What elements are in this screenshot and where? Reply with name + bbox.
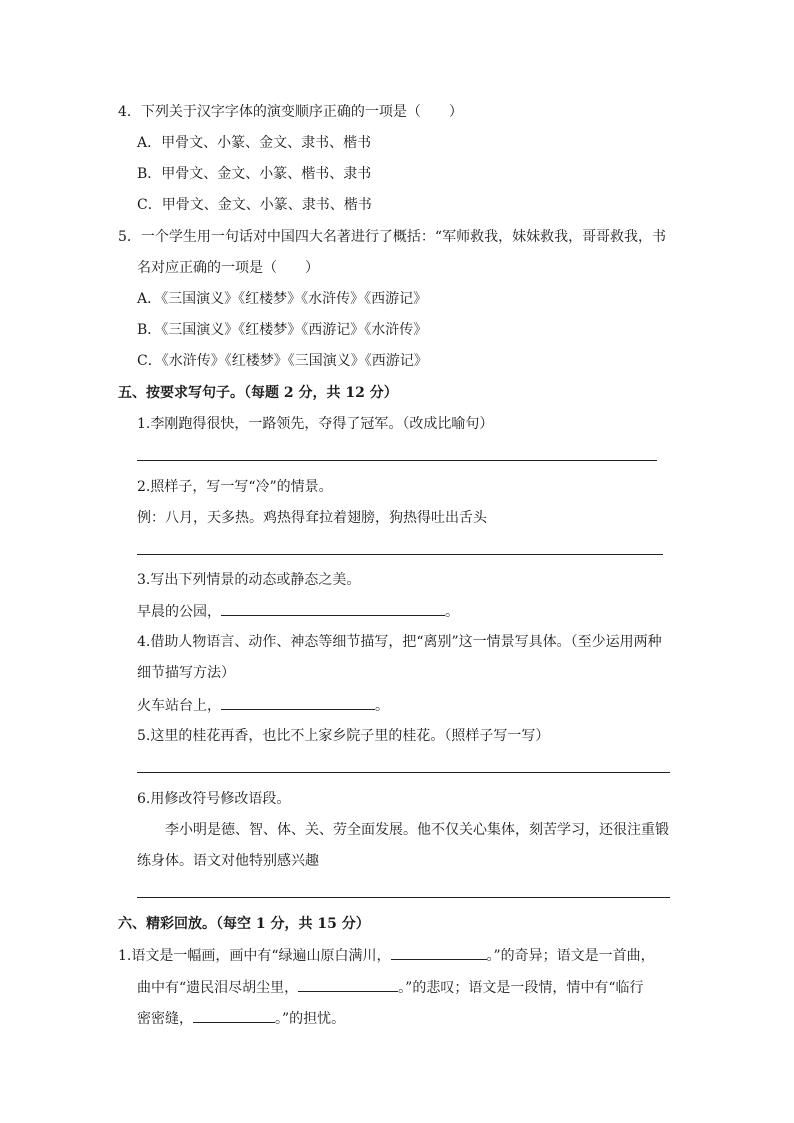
s6-q1-line2 — [137, 977, 644, 998]
s6-q1-line1 — [118, 945, 655, 966]
q5-option-c: C．《水浒传》《红楼梦》《三国演义》《西游记》 — [137, 353, 428, 369]
s5-q4-line2: 细节描写方法） — [137, 665, 235, 681]
s6-q1-text-c: 曲中有“遗民泪尽胡尘里， — [137, 980, 299, 996]
s5-q4-prefix: 火车站台上， — [137, 698, 221, 714]
s5-q4-fill — [137, 695, 389, 716]
s6-q1-line3 — [137, 1008, 345, 1029]
s5-q6-para2: 练身体。语文对他特别感兴趣 — [137, 853, 319, 869]
s6-q1-text-b: 。”的奇异；语文是一首曲， — [486, 948, 655, 964]
s5-q3-suffix: 。 — [445, 604, 459, 620]
s5-q4-suffix: 。 — [375, 698, 389, 714]
q5-stem-line2: 名对应正确的一项是（ ） — [137, 260, 319, 276]
s5-q2: 2.照样子，写一写“冷”的情景。 — [137, 479, 333, 495]
q4-stem: 4．下列关于汉字字体的演变顺序正确的一项是（ ） — [118, 104, 463, 120]
section6-heading: 六、精彩回放。（每空 1 分，共 15 分） — [118, 916, 370, 932]
q5-option-a: A．《三国演义》《红楼梦》《水浒传》《西游记》 — [137, 291, 428, 307]
s5-q3-blank[interactable] — [221, 601, 445, 616]
s5-q4-line1: 4.借助人物语言、动作、神态等细节描写，把“离别”这一情景写具体。（至少运用两种 — [137, 634, 662, 650]
section5-heading: 五、按要求写句子。（每题 2 分，共 12 分） — [118, 385, 398, 401]
q4-option-b: B．甲骨文、金文、小篆、楷书、隶书 — [137, 166, 372, 182]
s5-q4-blank[interactable] — [221, 695, 375, 710]
q5-stem-line1: 5．一个学生用一句话对中国四大名著进行了概括：“军师救我，妹妹救我，哥哥救我，书 — [118, 229, 667, 245]
s6-q1-text-e: 密密缝， — [137, 1011, 193, 1027]
s5-q1-answer-line[interactable] — [137, 460, 657, 461]
s6-q1-blank1[interactable] — [391, 945, 487, 960]
s5-q6: 6.用修改符号修改语段。 — [137, 791, 291, 807]
s6-q1-text-d: 。”的悲叹；语文是一段情，情中有“临行 — [398, 980, 644, 996]
s5-q2-answer-line[interactable] — [137, 554, 663, 555]
s5-q3-prefix: 早晨的公园， — [137, 604, 221, 620]
s6-q1-blank2[interactable] — [298, 977, 398, 992]
s5-q3: 3.写出下列情景的动态或静态之美。 — [137, 572, 361, 588]
q4-option-c: C．甲骨文、金文、小篆、隶书、楷书 — [137, 197, 372, 213]
s5-q3-fill — [137, 601, 459, 622]
s5-q6-para1: 李小明是德、智、体、关、劳全面发展。他不仅关心集体，刻苦学习，还很注重锻 — [165, 822, 669, 838]
s5-q1: 1.李刚跑得很快，一路领先，夺得了冠军。（改成比喻句） — [137, 416, 494, 432]
q4-option-a: A．甲骨文、小篆、金文、隶书、楷书 — [137, 135, 372, 151]
s6-q1-text-f: 。”的担忧。 — [275, 1011, 346, 1027]
s6-q1-blank3[interactable] — [193, 1008, 275, 1023]
s5-q2-example: 例：八月，天多热。鸡热得耷拉着翅膀，狗热得吐出舌头 — [137, 510, 487, 526]
s5-q5: 5.这里的桂花再香，也比不上家乡院子里的桂花。（照样子写一写） — [137, 728, 550, 744]
s6-q1-text-a: 1.语文是一幅画，画中有“绿遍山原白满川， — [118, 948, 391, 964]
q5-option-b: B．《三国演义》《红楼梦》《西游记》《水浒传》 — [137, 322, 428, 338]
s5-q5-answer-line[interactable] — [137, 772, 670, 773]
s5-q6-answer-line[interactable] — [137, 897, 670, 898]
